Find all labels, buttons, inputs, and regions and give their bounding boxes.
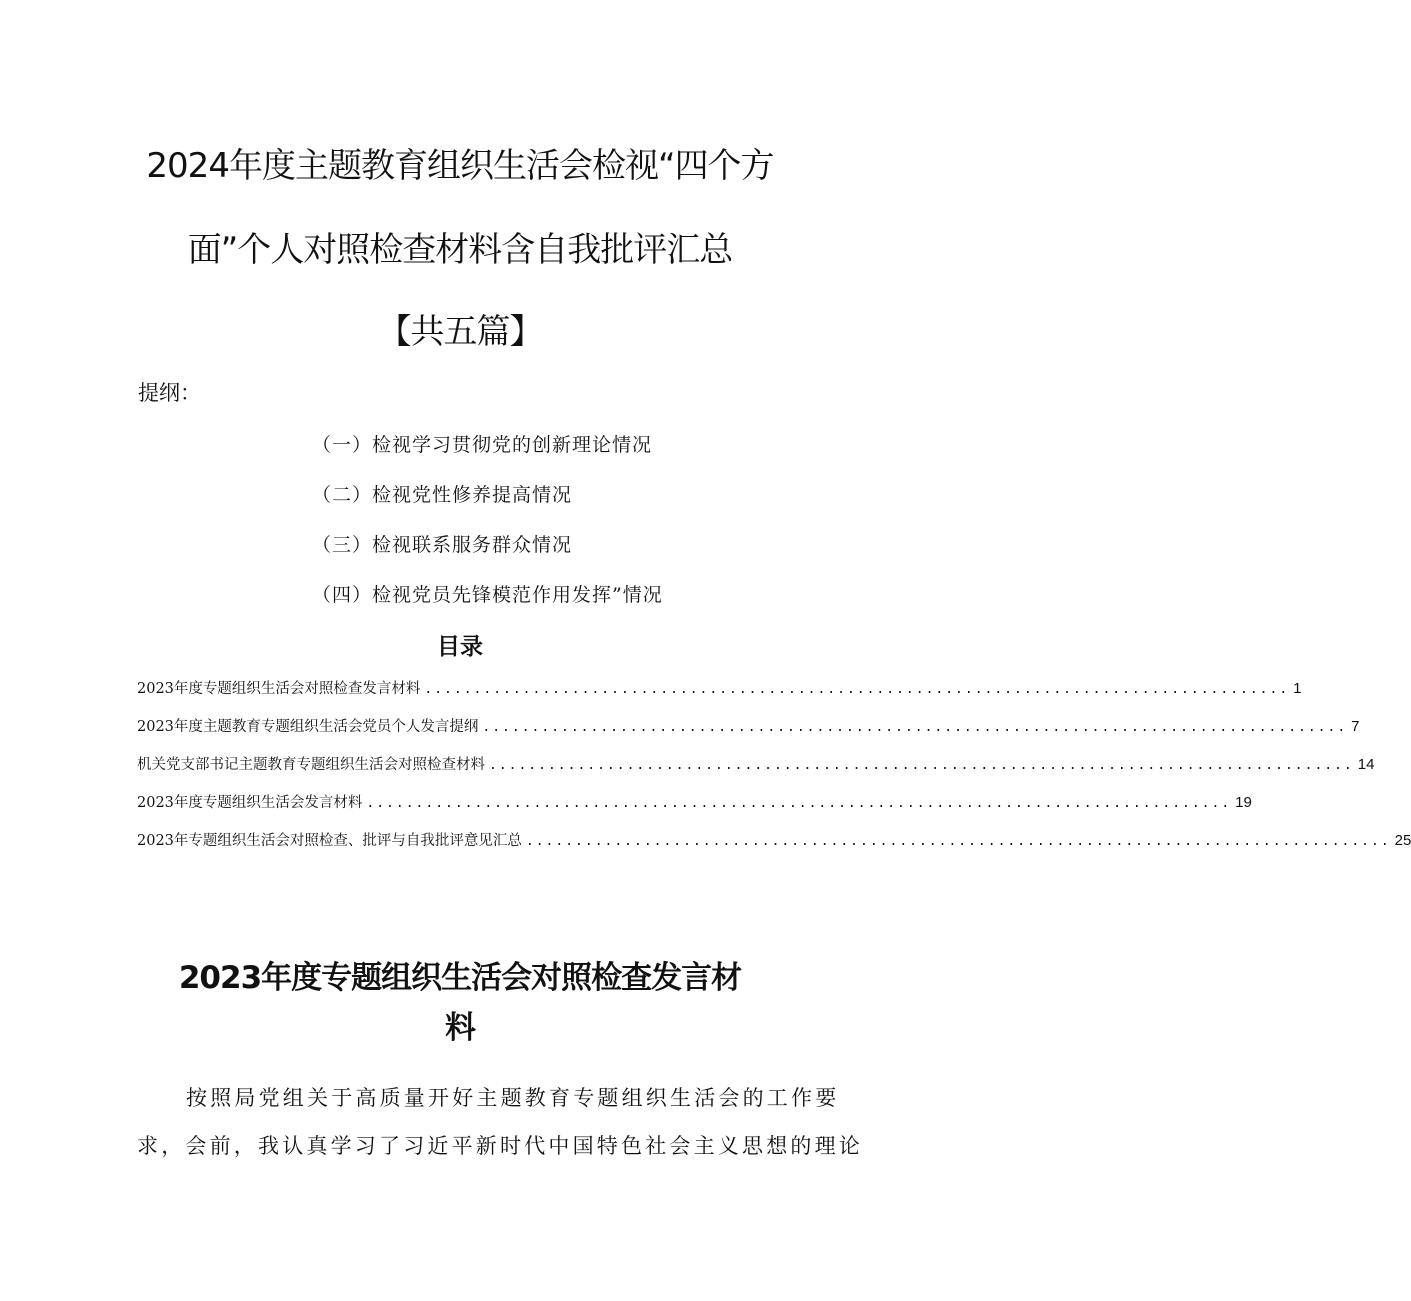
toc-entry-title: 机关党支部书记主题教育专题组织生活会对照检查材料 bbox=[137, 757, 485, 773]
body-paragraph-line: 按照局党组关于高质量开好主题教育专题组织生活会的工作要 bbox=[186, 1086, 840, 1110]
toc-entry-page: 19 bbox=[1235, 794, 1252, 811]
document-title-line-3: 【共五篇】 bbox=[377, 312, 543, 352]
toc-entry-title: 2023年度专题组织生活会对照检查发言材料 bbox=[137, 681, 421, 697]
toc-entry-title: 2023年度专题组织生活会发言材料 bbox=[137, 795, 363, 811]
section-title-line-1: 2023年度专题组织生活会对照检查发言材 bbox=[178, 960, 742, 996]
toc-entry-title: 2023年度主题教育专题组织生活会党员个人发言提纲 bbox=[137, 719, 479, 735]
outline-item: （一）检视学习贯彻党的创新理论情况 bbox=[312, 434, 653, 456]
outline-label: 提纲： bbox=[138, 381, 201, 405]
toc-entry[interactable] bbox=[137, 829, 1411, 849]
body-paragraph-line: 求，会前，我认真学习了习近平新时代中国特色社会主义思想的理论 bbox=[137, 1134, 863, 1158]
toc-heading: 目录 bbox=[437, 634, 483, 660]
toc-leader-dots: ........................................................................................ bbox=[489, 758, 1354, 773]
toc-leader-dots: ........................................................................................ bbox=[424, 682, 1290, 697]
outline-item: （三）检视联系服务群众情况 bbox=[312, 534, 573, 556]
document-title-line-2: 面”个人对照检查材料含自我批评汇总 bbox=[187, 230, 733, 270]
toc-entry-page: 1 bbox=[1293, 680, 1302, 697]
toc-entry[interactable] bbox=[137, 753, 1375, 773]
toc-leader-dots: ........................................................................................ bbox=[525, 834, 1391, 849]
toc-entry[interactable] bbox=[137, 791, 1252, 811]
toc-entry[interactable] bbox=[137, 715, 1360, 735]
toc-entry-page: 14 bbox=[1357, 756, 1375, 773]
toc-leader-dots: ........................................................................................ bbox=[482, 720, 1348, 735]
outline-item: （二）检视党性修养提高情况 bbox=[312, 484, 573, 506]
document-title-line-1: 2024年度主题教育组织生活会检视“四个方 bbox=[146, 146, 774, 186]
toc-entry-title: 2023年专题组织生活会对照检查、批评与自我批评意见汇总 bbox=[137, 833, 522, 849]
toc-entry-page: 7 bbox=[1351, 718, 1360, 735]
toc-entry-page: 25 bbox=[1394, 832, 1411, 849]
section-title-line-2: 料 bbox=[445, 1010, 475, 1046]
outline-item: （四）检视党员先锋模范作用发挥”情况 bbox=[312, 584, 663, 606]
toc-entry[interactable] bbox=[137, 677, 1302, 697]
toc-leader-dots: ........................................................................................ bbox=[366, 796, 1232, 811]
